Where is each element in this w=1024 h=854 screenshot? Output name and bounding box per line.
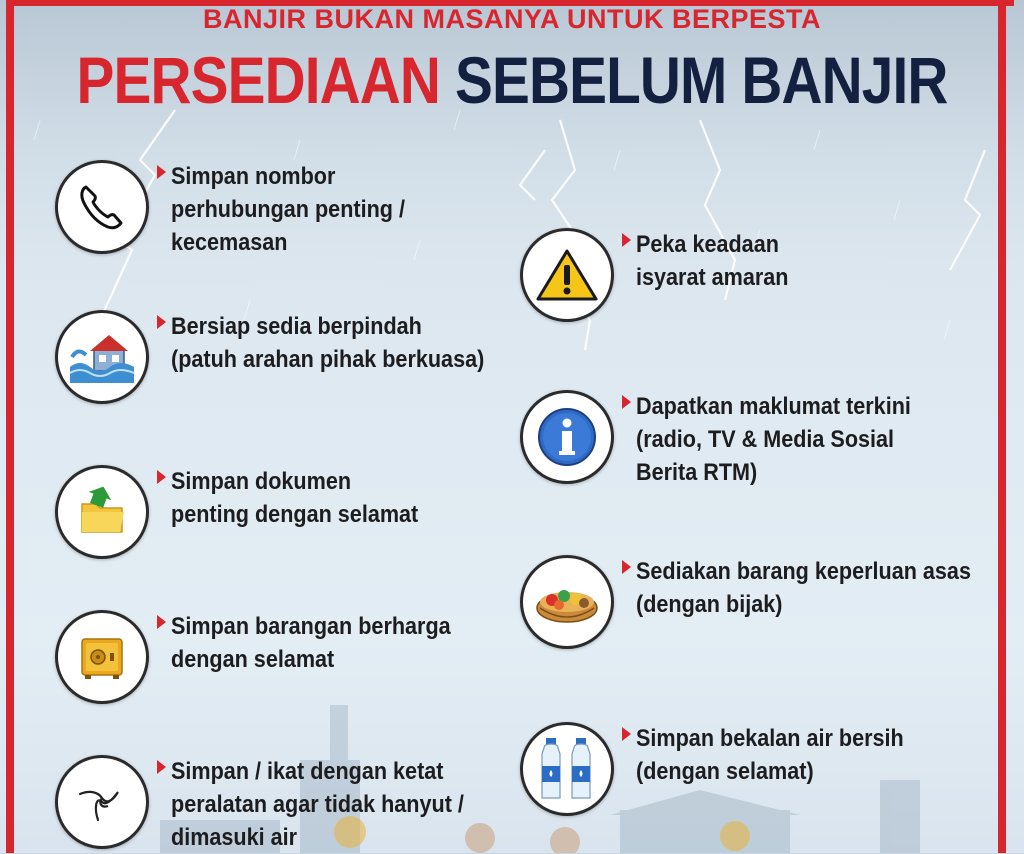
info-icon: [520, 390, 614, 484]
item-text-line: peralatan agar tidak hanyut /: [171, 791, 464, 818]
item-text-line: (radio, TV & Media Sosial: [636, 426, 895, 453]
item-text-line: Bersiap sedia berpindah: [171, 313, 422, 340]
item-text-line: Sediakan barang keperluan asas: [636, 558, 971, 585]
item-text-line: dengan selamat: [171, 646, 335, 673]
rope-icon: [55, 755, 149, 849]
safe-box-icon: [55, 610, 149, 704]
list-item-clean-water: [520, 722, 933, 816]
item-text-line: Simpan / ikat dengan ketat: [171, 758, 444, 785]
phone-icon: [55, 160, 149, 254]
flooded-house-icon: [55, 310, 149, 404]
item-text-line: Simpan nombor: [171, 163, 336, 190]
item-text-line: isyarat amaran: [636, 264, 789, 291]
item-text-line: (dengan selamat): [636, 758, 814, 785]
item-text-line: (patuh arahan pihak berkuasa): [171, 346, 485, 373]
page-title: [72, 40, 953, 120]
bullet-arrow-icon: [622, 233, 631, 247]
list-item-valuables: [55, 610, 482, 704]
list-item-latest-info: [520, 390, 941, 489]
bullet-arrow-icon: [157, 165, 166, 179]
item-text-line: Peka keadaan: [636, 231, 779, 258]
item-text-line: (dengan bijak): [636, 591, 783, 618]
list-item-warnings: [520, 228, 805, 322]
item-text-line: Simpan bekalan air bersih: [636, 725, 904, 752]
title-part-red: PERSEDIAAN: [76, 43, 441, 117]
bullet-arrow-icon: [157, 760, 166, 774]
list-item-basic-supplies: [520, 555, 1008, 649]
list-item-documents: [55, 465, 446, 559]
document-folder-icon: [55, 465, 149, 559]
warning-icon: [520, 228, 614, 322]
list-item-contact-numbers: [55, 160, 431, 259]
item-text-line: Simpan barangan berharga: [171, 613, 451, 640]
subtitle: BANJIR BUKAN MASANYA UNTUK BERPESTA: [202, 4, 822, 34]
bullet-arrow-icon: [157, 615, 166, 629]
bullet-arrow-icon: [622, 395, 631, 409]
bullet-arrow-icon: [157, 315, 166, 329]
item-text-line: perhubungan penting /: [171, 196, 405, 223]
item-text-line: penting dengan selamat: [171, 501, 419, 528]
item-text-line: dimasuki air: [171, 824, 298, 851]
bullet-arrow-icon: [622, 727, 631, 741]
item-text-line: Simpan dokumen: [171, 468, 352, 495]
bullet-arrow-icon: [622, 560, 631, 574]
bullet-arrow-icon: [157, 470, 166, 484]
item-text-line: Dapatkan maklumat terkini: [636, 393, 911, 420]
item-text-line: Berita RTM): [636, 459, 758, 486]
list-item-evacuate: [55, 310, 519, 404]
title-part-navy: SEBELUM BANJIR: [454, 43, 948, 117]
list-item-secure-equipment: [55, 755, 496, 854]
item-text-line: kecemasan: [171, 229, 288, 256]
water-bottles-icon: [520, 722, 614, 816]
food-basket-icon: [520, 555, 614, 649]
